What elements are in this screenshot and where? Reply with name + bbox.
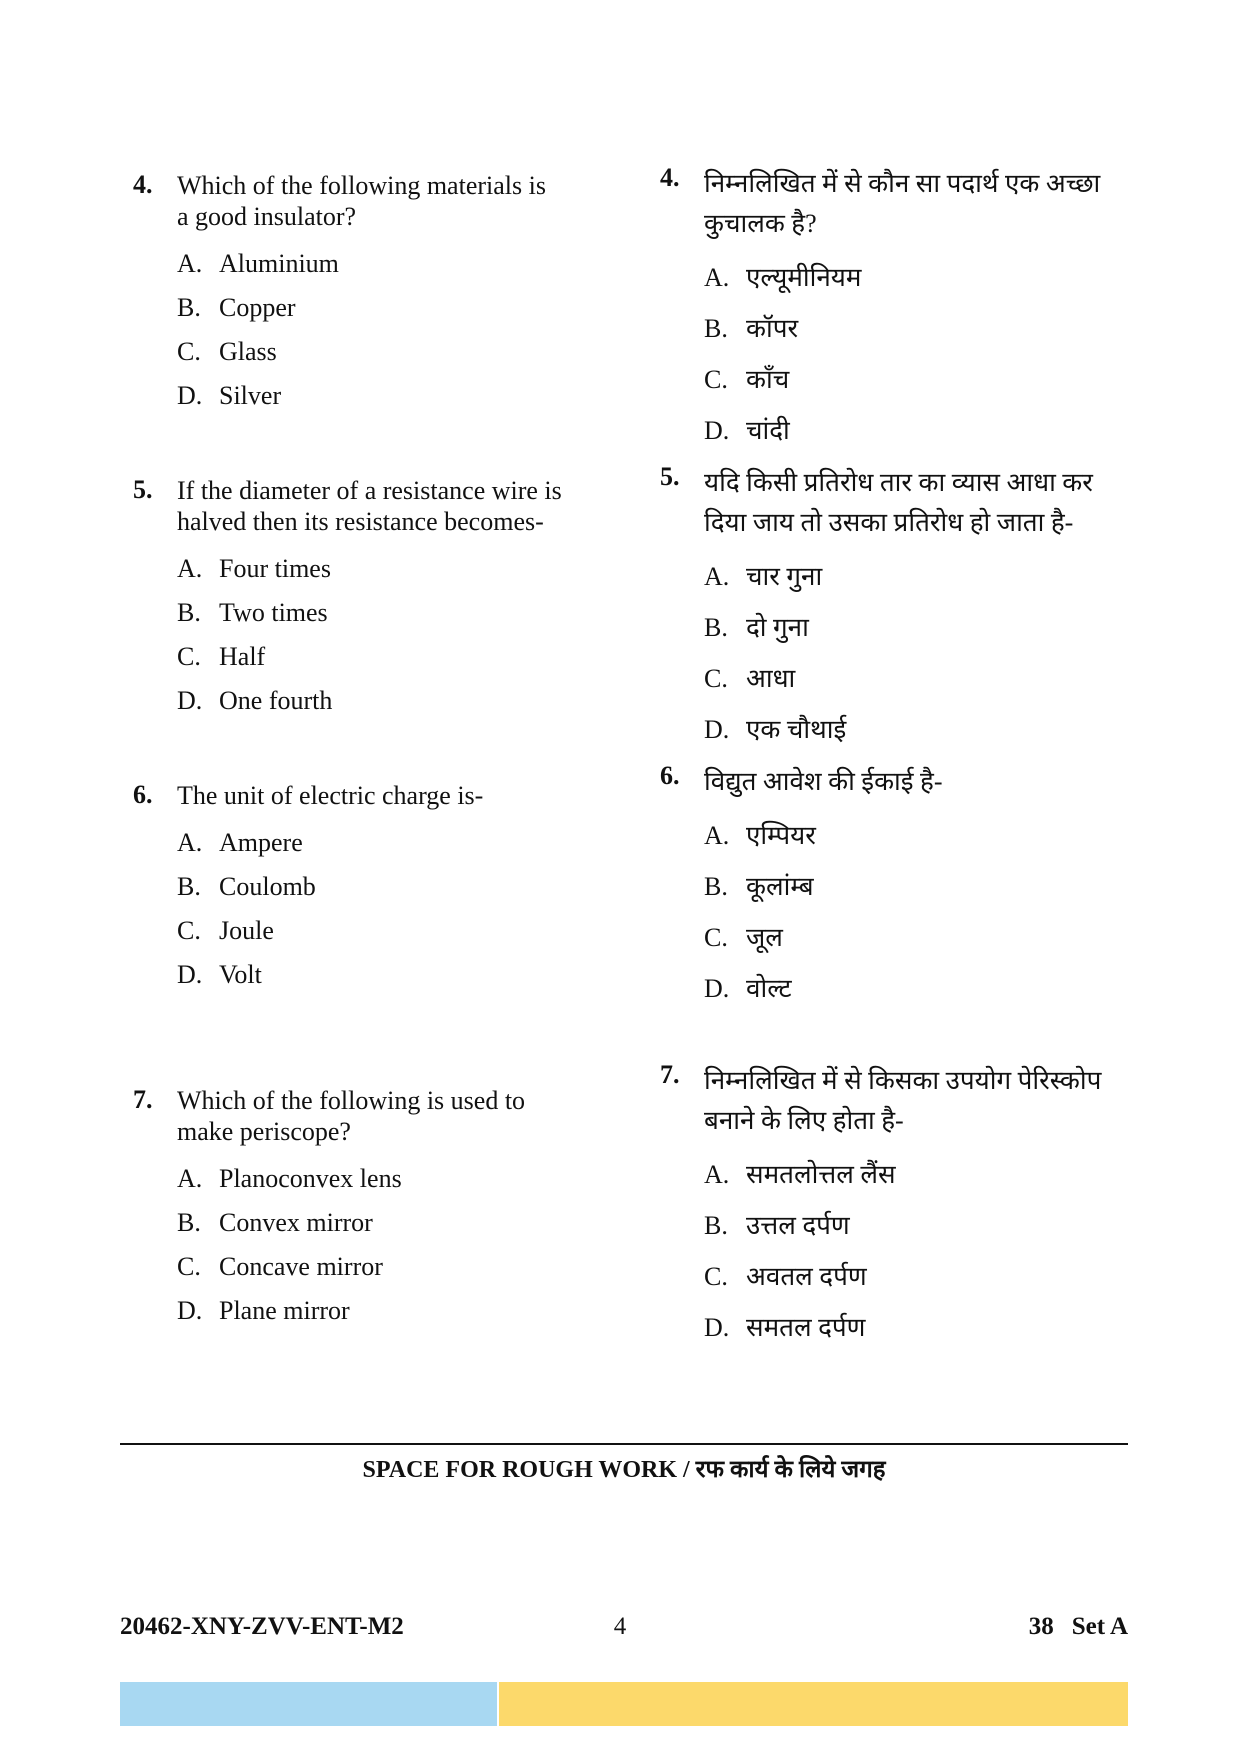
question-text: If the diameter of a resistance wire is halved then its resistance becomes- bbox=[177, 476, 562, 536]
option-letter: D. bbox=[177, 1296, 203, 1325]
option-letter: A. bbox=[704, 1160, 730, 1189]
question-number: 5. bbox=[660, 462, 680, 491]
option-text: Coulomb bbox=[219, 872, 316, 901]
option-b bbox=[704, 303, 1130, 354]
question-number: 5. bbox=[133, 475, 153, 504]
option-text: Half bbox=[219, 642, 266, 671]
option-b bbox=[177, 591, 563, 635]
option-letter: C. bbox=[704, 365, 728, 394]
question-5-hi bbox=[660, 463, 1130, 768]
option-letter: B. bbox=[704, 872, 728, 901]
question-text: निम्नलिखित में से किसका उपयोग पेरिस्कोप बनाने के लिए होता है- bbox=[704, 1066, 1102, 1135]
option-text: Glass bbox=[219, 337, 277, 366]
question-4-hi bbox=[660, 164, 1130, 469]
option-list bbox=[177, 547, 563, 723]
option-d bbox=[704, 963, 1130, 1014]
question-6-hi bbox=[660, 762, 1130, 1067]
option-text: Concave mirror bbox=[219, 1252, 383, 1281]
option-b bbox=[704, 1200, 1130, 1251]
option-letter: D. bbox=[177, 381, 203, 410]
option-letter: A. bbox=[704, 562, 730, 591]
set-number: 38 bbox=[1028, 1613, 1054, 1640]
question-number: 6. bbox=[660, 761, 680, 790]
option-b bbox=[177, 1201, 563, 1245]
option-letter: B. bbox=[704, 314, 728, 343]
option-text: काँच bbox=[746, 365, 790, 394]
option-text: कूलांम्ब bbox=[746, 872, 814, 901]
option-a bbox=[704, 252, 1130, 303]
option-b bbox=[704, 602, 1130, 653]
option-d bbox=[177, 374, 563, 418]
option-letter: C. bbox=[704, 664, 728, 693]
option-text: चांदी bbox=[746, 416, 790, 445]
option-list bbox=[704, 1149, 1130, 1353]
option-text: Silver bbox=[219, 381, 282, 410]
option-letter: A. bbox=[704, 821, 730, 850]
option-text: One fourth bbox=[219, 686, 333, 715]
set-name: Set A bbox=[1071, 1613, 1128, 1640]
option-c bbox=[704, 1251, 1130, 1302]
option-letter: C. bbox=[177, 337, 201, 366]
question-text: निम्नलिखित में से कौन सा पदार्थ एक अच्छा कुचालक है? bbox=[704, 169, 1101, 238]
option-letter: D. bbox=[704, 1313, 730, 1342]
option-text: समतलोत्तल लैंस bbox=[746, 1160, 896, 1189]
question-text: Which of the following is used to make periscope? bbox=[177, 1086, 526, 1146]
rough-work-label: SPACE FOR ROUGH WORK / रफ कार्य के लिये जगह bbox=[362, 1457, 886, 1483]
option-text: एक चौथाई bbox=[746, 715, 847, 744]
option-d bbox=[177, 953, 563, 997]
option-letter: D. bbox=[177, 960, 203, 989]
option-letter: B. bbox=[704, 1211, 728, 1240]
option-letter: B. bbox=[177, 598, 201, 627]
option-a bbox=[704, 551, 1130, 602]
option-letter: B. bbox=[177, 293, 201, 322]
question-4-en bbox=[133, 170, 563, 475]
option-text: Four times bbox=[219, 554, 331, 583]
option-letter: D. bbox=[177, 686, 203, 715]
option-letter: C. bbox=[177, 916, 201, 945]
option-d bbox=[177, 1289, 563, 1333]
option-letter: A. bbox=[177, 828, 203, 857]
option-c bbox=[704, 912, 1130, 963]
option-text: Two times bbox=[219, 598, 328, 627]
option-letter: C. bbox=[704, 923, 728, 952]
question-number: 6. bbox=[133, 780, 153, 809]
option-d bbox=[704, 704, 1130, 755]
option-text: समतल दर्पण bbox=[746, 1313, 866, 1342]
question-7-hi bbox=[660, 1061, 1130, 1366]
option-text: जूल bbox=[746, 923, 783, 952]
set-label bbox=[1029, 1613, 1128, 1641]
footer-bar-yellow bbox=[499, 1682, 1128, 1726]
question-text: Which of the following materials is a good insulator? bbox=[177, 171, 546, 231]
option-text: कॉपर bbox=[746, 314, 799, 343]
page-number: 4 bbox=[613, 1613, 627, 1640]
option-text: एम्पियर bbox=[746, 821, 816, 850]
option-letter: A. bbox=[704, 263, 730, 292]
question-5-en bbox=[133, 475, 563, 780]
option-letter: D. bbox=[704, 974, 730, 1003]
option-letter: B. bbox=[177, 872, 201, 901]
option-text: Aluminium bbox=[219, 249, 339, 278]
question-6-en bbox=[133, 780, 563, 1085]
question-text: The unit of electric charge is- bbox=[177, 781, 484, 810]
option-a bbox=[177, 821, 563, 865]
option-d bbox=[704, 1302, 1130, 1353]
option-letter: B. bbox=[177, 1208, 201, 1237]
option-letter: D. bbox=[704, 715, 730, 744]
question-text: यदि किसी प्रतिरोध तार का व्यास आधा कर दिया जाय तो उसका प्रतिरोध हो जाता है- bbox=[704, 468, 1093, 537]
question-7-en bbox=[133, 1085, 563, 1390]
option-list bbox=[177, 1157, 563, 1333]
option-a bbox=[177, 242, 563, 286]
option-text: आधा bbox=[746, 664, 796, 693]
option-list bbox=[177, 821, 563, 997]
rough-work-divider bbox=[120, 1443, 1128, 1445]
option-text: Planoconvex lens bbox=[219, 1164, 402, 1193]
question-number: 7. bbox=[133, 1085, 153, 1114]
option-a bbox=[704, 810, 1130, 861]
option-b bbox=[177, 286, 563, 330]
option-d bbox=[704, 405, 1130, 456]
option-letter: A. bbox=[177, 249, 203, 278]
option-b bbox=[177, 865, 563, 909]
option-text: Joule bbox=[219, 916, 274, 945]
option-letter: D. bbox=[704, 416, 730, 445]
option-a bbox=[704, 1149, 1130, 1200]
question-text: विद्युत आवेश की ईकाई है- bbox=[704, 767, 943, 796]
option-c bbox=[704, 354, 1130, 405]
option-c bbox=[177, 1245, 563, 1289]
option-text: चार गुना bbox=[746, 562, 823, 591]
option-letter: C. bbox=[177, 1252, 201, 1281]
option-text: अवतल दर्पण bbox=[746, 1262, 867, 1291]
option-letter: A. bbox=[177, 554, 203, 583]
option-a bbox=[177, 1157, 563, 1201]
option-text: Plane mirror bbox=[219, 1296, 350, 1325]
option-text: एल्यूमीनियम bbox=[746, 263, 862, 292]
option-list bbox=[704, 252, 1130, 456]
option-text: वोल्ट bbox=[746, 974, 792, 1003]
option-c bbox=[177, 635, 563, 679]
option-list bbox=[704, 810, 1130, 1014]
option-c bbox=[704, 653, 1130, 704]
footer-bar-blue bbox=[120, 1682, 497, 1726]
option-text: Copper bbox=[219, 293, 296, 322]
option-a bbox=[177, 547, 563, 591]
option-text: उत्तल दर्पण bbox=[746, 1211, 850, 1240]
option-d bbox=[177, 679, 563, 723]
option-list bbox=[177, 242, 563, 418]
option-text: Convex mirror bbox=[219, 1208, 373, 1237]
question-number: 4. bbox=[133, 170, 153, 199]
question-number: 4. bbox=[660, 163, 680, 192]
paper-code: 20462-XNY-ZVV-ENT-M2 bbox=[120, 1613, 404, 1640]
option-letter: B. bbox=[704, 613, 728, 642]
option-text: Ampere bbox=[219, 828, 303, 857]
option-c bbox=[177, 330, 563, 374]
option-list bbox=[704, 551, 1130, 755]
option-text: दो गुना bbox=[746, 613, 809, 642]
option-letter: A. bbox=[177, 1164, 203, 1193]
option-letter: C. bbox=[177, 642, 201, 671]
option-letter: C. bbox=[704, 1262, 728, 1291]
option-text: Volt bbox=[219, 960, 262, 989]
question-number: 7. bbox=[660, 1060, 680, 1089]
english-column bbox=[133, 170, 563, 1390]
hindi-column bbox=[660, 163, 1130, 1366]
option-c bbox=[177, 909, 563, 953]
option-b bbox=[704, 861, 1130, 912]
